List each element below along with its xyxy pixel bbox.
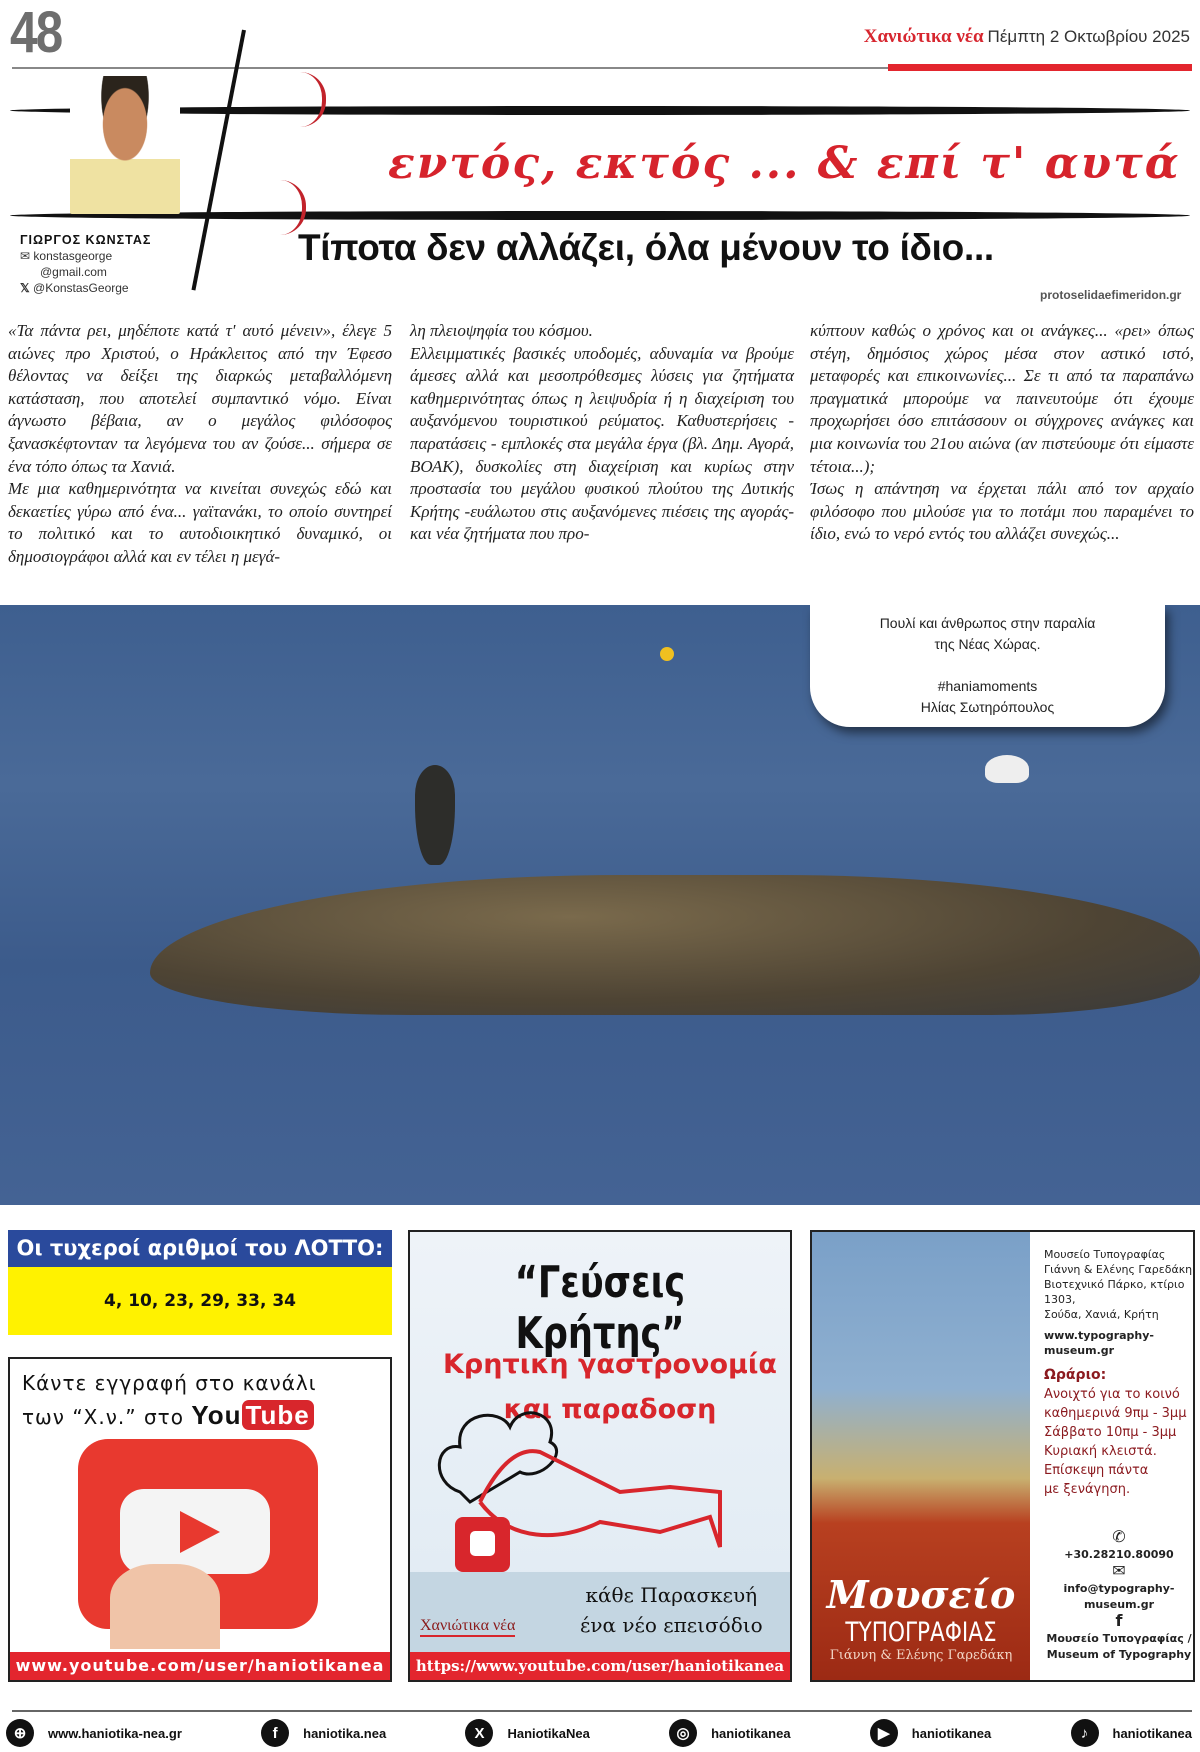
caption-hashtag: #haniamoments [937, 678, 1038, 694]
hours-title: Ωράριο: [1044, 1367, 1107, 1383]
facebook-icon: f [1115, 1611, 1123, 1630]
footer-facebook[interactable]: f haniotika.nea [261, 1719, 386, 1747]
article-headline: Τίποτα δεν αλλάζει, όλα μένουν το ίδιο... [298, 227, 994, 268]
brush-line-top [10, 106, 1190, 115]
brush-line-bottom [10, 211, 1190, 220]
article-column-2 [410, 320, 794, 546]
mail-icon: ✉ [1112, 1561, 1126, 1580]
hours-line: Σάββατο 10πμ - 3μμ [1044, 1425, 1177, 1440]
ad-text: των “Χ.ν.” στο [22, 1405, 184, 1429]
address-line: Βιοτεχνικό Πάρκο, κτίριο 1303, [1044, 1278, 1185, 1306]
footer-social-bar [0, 1718, 1200, 1748]
globe-icon: ⊕ [6, 1719, 34, 1747]
museum-email[interactable]: info@typography-museum.gr [1063, 1582, 1175, 1611]
paragraph: λη πλειοψηφία του κόσμου. [410, 321, 593, 340]
paragraph: Ίσως η απάντηση να έρχεται πάλι από τον αρχαίο φιλόσοφο που μιλούσε για το ποτάμι που παραμένει το ίδιο, ενώ το νερό εντός του αλλάζει συνεχώς... [810, 479, 1194, 544]
ad-brand: Χανιώτικα νέα [420, 1617, 515, 1637]
ad-subtitle: Κρητικη γαστρονομία [443, 1349, 777, 1380]
lotto-title: Οι τυχεροί αριθμοί του ΛΟΤΤΟ: [8, 1230, 392, 1267]
instagram-icon: ◎ [669, 1719, 697, 1747]
paragraph: «Τα πάντα ρει, μηδέποτε κατά τ' αυτό μένειν», έλεγε 5 αιώνες προ Χριστού, ο Ηράκλειτος από την Έφεσο θέλοντας να δείξει της διαρκώς μεταβαλλόμενη κατάσταση, που αποτελεί συμπαντικό νόμο. Είναι άγνωστο βέβαια, αν ο μεγάλος φιλόσοφος ξανασκέφτονταν τα λεγόμενα του αν ζούσε... σήμερα σε ένα τόπο όπως τα Χανιά. [8, 321, 392, 476]
author-info [20, 232, 151, 296]
taste-of-crete-ad[interactable] [408, 1230, 792, 1682]
watermark: protoselidaefimeridon.gr [1040, 288, 1182, 302]
footer-instagram[interactable]: ◎ haniotikanea [669, 1719, 790, 1747]
ad-title: “Γεύσεις Κρήτης” [514, 1257, 686, 1359]
rock [150, 875, 1200, 1015]
caption-line: Πουλί και άνθρωπος στην παραλία [879, 615, 1096, 631]
paragraph: Ελλειμματικές βασικές υποδομές, αδυναμία να βρούμε άμεσες αλλά και μεσοπρόθεσμες λύσεις για ζητήματα καθημερινότητας όπως η λειψυδρία ή η διαχείριση του αυξανόμενου τουριστικού ρεύματος. Καθυστερήσεις - παρατάσεις - εμπλοκές στα μεγάλα έργα (βλ. Δημ. Αγορά, ΒΟΑΚ), δυσκολίες στη διαχείριση και κυρίως στην προστασία του μεγάλου φυσικού πλούτου της Δυτικής Κρήτης -ευάλωτου στις αυξανόμενες πιέσεις της αγοράς- και νέα ζητήματα που προ- [410, 343, 794, 544]
ad-subtitle: και παραδοση [503, 1394, 717, 1425]
hours-line: Κυριακή κλειστά. [1044, 1444, 1157, 1459]
caption-credit: Ηλίας Σωτηρόπουλος [920, 699, 1055, 715]
decorative-arc [300, 72, 326, 127]
museum-logo: Μουσείο ΤΥΠΟΓΡΑΦΙΑΣ Γιάννη & Ελένης Γαρεδάκη [826, 1572, 1016, 1663]
footer-x[interactable]: X HaniotikaNea [465, 1719, 589, 1747]
address-line: Σούδα, Χανιά, Κρήτη [1044, 1308, 1159, 1321]
article-photo [0, 605, 1200, 1205]
hours-line: με ξενάγηση. [1044, 1482, 1131, 1497]
hours-line: καθημερινά 9πμ - 3μμ [1044, 1406, 1187, 1421]
masthead-brand: Χανιώτικα νέα [863, 26, 984, 47]
paragraph: κύπτουν καθώς ο χρόνος και οι ανάγκες... «ρει» όπως στέγη, δημόσιος χώρος μέσα στον αστικό ιστό, μεταφορές και επικοινωνίες... Σε τι από τα παραπάνω πραγματικά μπορούμε να παινευτούμε ότι έχουμε προχωρήσει όσο επιτάσσουν οι σύγχρονες ανάγκες και μια κοινωνία του 21ου αιώνα (αν πιστεύουμε ότι είμαστε τέτοια...); [810, 321, 1194, 476]
lotto-numbers: 4, 10, 23, 29, 33, 34 [8, 1267, 392, 1335]
lotto-box [8, 1230, 392, 1335]
ad-text: Κάντε εγγραφή στο κανάλι [22, 1371, 317, 1395]
youtube-url[interactable]: https://www.youtube.com/user/haniotikanea [410, 1652, 790, 1680]
page-number: 48 [10, 0, 62, 65]
youtube-icon [455, 1517, 510, 1572]
red-accent-bar [888, 64, 1192, 71]
museum-website[interactable]: www.typography-museum.gr [1044, 1329, 1154, 1357]
ad-schedule: ένα νέο επεισόδιο [580, 1613, 763, 1637]
phone-icon: ✆ [1112, 1527, 1126, 1546]
author-name: ΓΙΩΡΓΟΣ ΚΩΝΣΤΑΣ [20, 233, 152, 247]
article-column-1 [8, 320, 392, 569]
mail-icon: ✉ [20, 249, 31, 263]
x-icon: X [465, 1719, 493, 1747]
author-x-handle[interactable]: @KonstasGeorge [33, 281, 129, 295]
address-line: Γιάννη & Ελένης Γαρεδάκη [1044, 1263, 1193, 1276]
buoy [660, 647, 674, 661]
caption-line: της Νέας Χώρας. [934, 636, 1041, 652]
masthead-date: Πέμπτη 2 Οκτωβρίου 2025 [987, 27, 1190, 46]
column-title: εντός, εκτός ... & επί τ' αυτά [388, 138, 1181, 189]
article-column-3 [810, 320, 1194, 546]
cormorant-bird [415, 765, 455, 865]
ad-schedule: κάθε Παρασκευή [585, 1583, 758, 1607]
hand-image [110, 1564, 220, 1649]
footer-youtube[interactable]: ▶ haniotikanea [870, 1719, 991, 1747]
x-icon: 𝕏 [20, 281, 30, 295]
youtube-subscribe-ad[interactable] [8, 1357, 392, 1682]
museum-phone[interactable]: +30.28210.80090 [1064, 1548, 1174, 1561]
museum-facebook[interactable]: Μουσείο Τυπογραφίας / Museum of Typography [1046, 1632, 1192, 1661]
footer-website[interactable]: ⊕ www.haniotika-nea.gr [6, 1719, 182, 1747]
hours-line: Ανοιχτό για το κοινό [1044, 1387, 1180, 1402]
youtube-logo: You Tube [191, 1400, 313, 1430]
author-email-domain[interactable]: @gmail.com [40, 265, 107, 279]
photo-caption [810, 605, 1165, 727]
typography-museum-ad[interactable] [810, 1230, 1195, 1682]
footer-tiktok[interactable]: ♪ haniotikanea [1071, 1719, 1192, 1747]
facebook-icon: f [261, 1719, 289, 1747]
hours-line: Επίσκεψη πάντα [1044, 1463, 1149, 1478]
footer-rule [12, 1710, 1192, 1712]
swimmer [985, 755, 1029, 783]
paragraph: Με μια καθημερινότητα να κινείται συνεχώς εδώ και δεκαετίες γύρω από ένα... γαϊτανάκι, το οποίο συντηρεί το πολιτικό και το αυτοδιοικητικό δυναμικό, οι δημοσιογράφοι αλλά και εν τέλει η μεγά- [8, 479, 392, 566]
address-line: Μουσείο Τυπογραφίας [1044, 1248, 1166, 1261]
tiktok-icon: ♪ [1071, 1719, 1099, 1747]
youtube-icon: ▶ [870, 1719, 898, 1747]
youtube-url[interactable]: www.youtube.com/user/haniotikanea [10, 1652, 390, 1680]
masthead [864, 26, 1190, 48]
author-email[interactable]: konstasgeorge [33, 249, 113, 263]
author-photo [70, 76, 180, 214]
